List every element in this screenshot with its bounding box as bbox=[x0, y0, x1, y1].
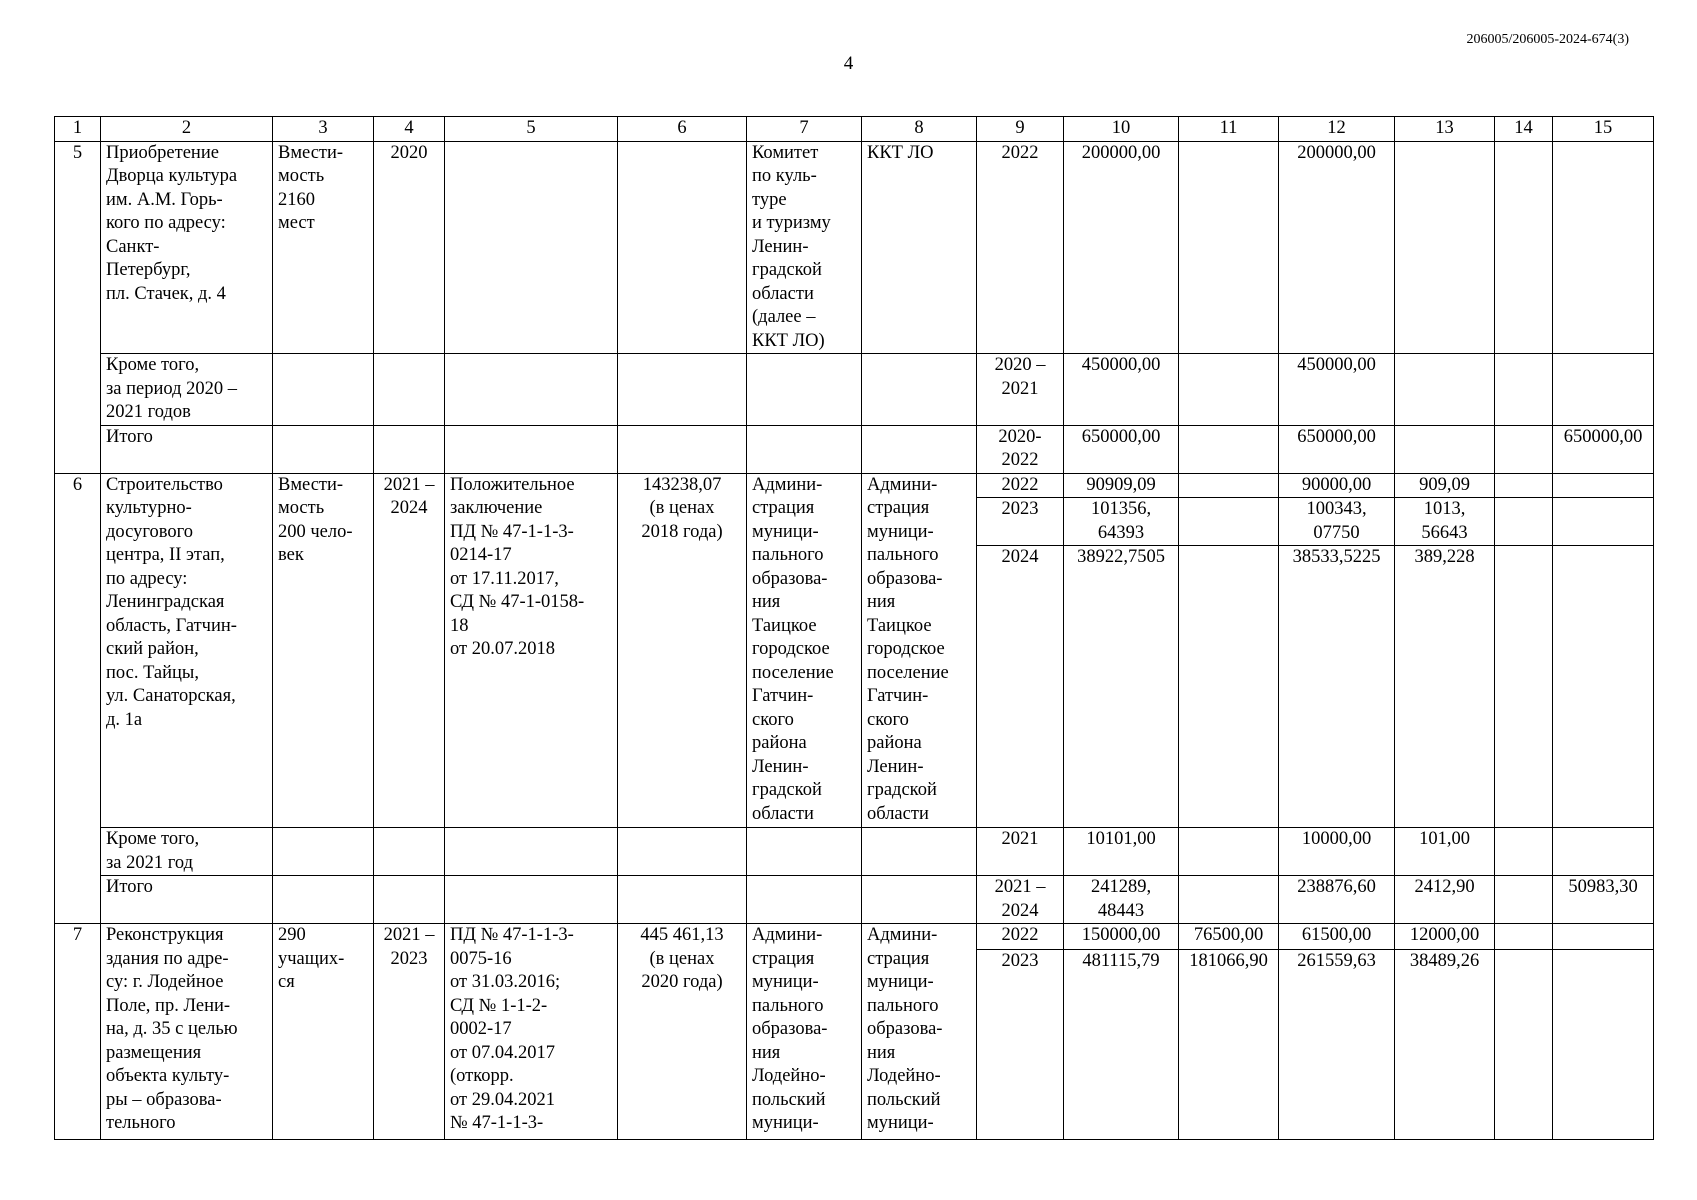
page-number: 4 bbox=[843, 53, 854, 74]
cell-col15: 650000,00 bbox=[1553, 425, 1654, 473]
cell-col11 bbox=[1179, 498, 1279, 546]
cell-col13: 2412,90 bbox=[1395, 876, 1495, 924]
cell-col12: 261559,63 bbox=[1279, 950, 1395, 1140]
construction-years: 2021 – 2024 bbox=[374, 473, 445, 828]
cell-col15: 50983,30 bbox=[1553, 876, 1654, 924]
column-header: 9 bbox=[977, 117, 1064, 142]
column-header: 3 bbox=[273, 117, 374, 142]
customer: Комитет по куль- туре и туризму Ленин- градской области (далее – ККТ ЛО) bbox=[747, 141, 862, 354]
cell-col14 bbox=[1495, 546, 1553, 828]
column-header: 14 bbox=[1495, 117, 1553, 142]
table-row bbox=[55, 354, 1654, 426]
row-number: 6 bbox=[55, 473, 101, 924]
period: 2020 – 2021 bbox=[977, 354, 1064, 426]
developer: Админи- страция муници- пального образова- ния Таицкое городское поселение Гатчин- ского района Ленин- градской области bbox=[862, 473, 977, 828]
column-header: 2 bbox=[101, 117, 273, 142]
period: 2024 bbox=[977, 546, 1064, 828]
cell-col15 bbox=[1553, 924, 1654, 950]
extra-label: Кроме того, за период 2020 – 2021 годов bbox=[101, 354, 273, 426]
expertise: ПД № 47-1-1-3- 0075-16 от 31.03.2016; СД № 1-1-2- 0002-17 от 07.04.2017 (откорр. от 29.04.2021 № 47-1-1-3- bbox=[445, 924, 618, 1140]
cell-col12: 38533,5225 bbox=[1279, 546, 1395, 828]
cell-col10: 101356, 64393 bbox=[1064, 498, 1179, 546]
expertise bbox=[445, 141, 618, 354]
cell-col13: 38489,26 bbox=[1395, 950, 1495, 1140]
cell-col12: 238876,60 bbox=[1279, 876, 1395, 924]
period: 2021 – 2024 bbox=[977, 876, 1064, 924]
cell-col13: 101,00 bbox=[1395, 828, 1495, 876]
table-row bbox=[55, 425, 1654, 473]
cell-col11 bbox=[1179, 141, 1279, 354]
period: 2022 bbox=[977, 473, 1064, 498]
cell-col12: 650000,00 bbox=[1279, 425, 1395, 473]
cell-col14 bbox=[1495, 828, 1553, 876]
estimated-cost: 143238,07 (в ценах 2018 года) bbox=[618, 473, 747, 828]
cell-col15 bbox=[1553, 828, 1654, 876]
cell-col11 bbox=[1179, 828, 1279, 876]
cell-col14 bbox=[1495, 924, 1553, 950]
customer: Админи- страция муници- пального образова- ния Таицкое городское поселение Гатчин- ского района Ленин- градской области bbox=[747, 473, 862, 828]
estimated-cost: 445 461,13 (в ценах 2020 года) bbox=[618, 924, 747, 1140]
cell-col12: 450000,00 bbox=[1279, 354, 1395, 426]
column-header: 15 bbox=[1553, 117, 1654, 142]
period: 2022 bbox=[977, 924, 1064, 950]
object-name: Строительство культурно- досугового центра, II этап, по адресу: Ленинградская область, Гатчин- ский район, пос. Тайцы, ул. Санаторская, д. 1а bbox=[101, 473, 273, 828]
cell-col12: 61500,00 bbox=[1279, 924, 1395, 950]
cell-col11 bbox=[1179, 473, 1279, 498]
cell-col13 bbox=[1395, 425, 1495, 473]
cell-col10: 150000,00 bbox=[1064, 924, 1179, 950]
cell-col11: 181066,90 bbox=[1179, 950, 1279, 1140]
cell-col11 bbox=[1179, 354, 1279, 426]
customer: Админи- страция муници- пального образова- ния Лодейно- польский муници- bbox=[747, 924, 862, 1140]
object-name: Приобретение Дворца культура им. А.М. Горь- кого по адресу: Санкт- Петербург, пл. Стачек, д. 4 bbox=[101, 141, 273, 354]
column-header: 11 bbox=[1179, 117, 1279, 142]
cell-col15 bbox=[1553, 354, 1654, 426]
cell-col14 bbox=[1495, 950, 1553, 1140]
period: 2022 bbox=[977, 141, 1064, 354]
table-row bbox=[55, 141, 1654, 354]
cell-col15 bbox=[1553, 950, 1654, 1140]
row-number: 5 bbox=[55, 141, 101, 473]
cell-col15 bbox=[1553, 546, 1654, 828]
total-label: Итого bbox=[101, 425, 273, 473]
cell-col13: 909,09 bbox=[1395, 473, 1495, 498]
capacity: Вмести- мость 200 чело- век bbox=[273, 473, 374, 828]
table-row bbox=[55, 473, 1654, 498]
document-id: 206005/206005-2024-674(3) bbox=[1466, 32, 1629, 47]
cell-col13: 389,228 bbox=[1395, 546, 1495, 828]
cell-col14 bbox=[1495, 473, 1553, 498]
cell-col11: 76500,00 bbox=[1179, 924, 1279, 950]
estimated-cost bbox=[618, 141, 747, 354]
cell-col10: 10101,00 bbox=[1064, 828, 1179, 876]
period: 2023 bbox=[977, 950, 1064, 1140]
developer: ККТ ЛО bbox=[862, 141, 977, 354]
cell-col10: 650000,00 bbox=[1064, 425, 1179, 473]
row-number: 7 bbox=[55, 924, 101, 1140]
extra-label: Кроме того, за 2021 год bbox=[101, 828, 273, 876]
cell-col10: 450000,00 bbox=[1064, 354, 1179, 426]
column-header: 1 bbox=[55, 117, 101, 142]
cell-col10: 241289, 48443 bbox=[1064, 876, 1179, 924]
column-header: 12 bbox=[1279, 117, 1395, 142]
cell-col15 bbox=[1553, 473, 1654, 498]
cell-col14 bbox=[1495, 141, 1553, 354]
table-row bbox=[55, 876, 1654, 924]
cell-col12: 90000,00 bbox=[1279, 473, 1395, 498]
cell-col14 bbox=[1495, 425, 1553, 473]
cell-col13: 1013, 56643 bbox=[1395, 498, 1495, 546]
cell-col14 bbox=[1495, 876, 1553, 924]
budget-table bbox=[54, 116, 1654, 1140]
column-header: 13 bbox=[1395, 117, 1495, 142]
cell-col10: 90909,09 bbox=[1064, 473, 1179, 498]
cell-col13 bbox=[1395, 354, 1495, 426]
construction-years: 2021 – 2023 bbox=[374, 924, 445, 1140]
column-header: 10 bbox=[1064, 117, 1179, 142]
capacity: Вмести- мость 2160 мест bbox=[273, 141, 374, 354]
cell-col10: 38922,7505 bbox=[1064, 546, 1179, 828]
column-header: 7 bbox=[747, 117, 862, 142]
cell-col14 bbox=[1495, 354, 1553, 426]
cell-col12: 10000,00 bbox=[1279, 828, 1395, 876]
period: 2021 bbox=[977, 828, 1064, 876]
period: 2020- 2022 bbox=[977, 425, 1064, 473]
table-row bbox=[55, 924, 1654, 950]
cell-col12: 100343, 07750 bbox=[1279, 498, 1395, 546]
cell-col11 bbox=[1179, 876, 1279, 924]
cell-col12: 200000,00 bbox=[1279, 141, 1395, 354]
cell-col10: 200000,00 bbox=[1064, 141, 1179, 354]
cell-col14 bbox=[1495, 498, 1553, 546]
total-label: Итого bbox=[101, 876, 273, 924]
expertise: Положительное заключение ПД № 47-1-1-3- 0214-17 от 17.11.2017, СД № 47-1-0158- 18 от 20.07.2018 bbox=[445, 473, 618, 828]
construction-years: 2020 bbox=[374, 141, 445, 354]
object-name: Реконструкция здания по адре- су: г. Лодейное Поле, пр. Лени- на, д. 35 с целью размещения объекта культу- ры – образова- тельного bbox=[101, 924, 273, 1140]
column-header: 5 bbox=[445, 117, 618, 142]
column-header: 6 bbox=[618, 117, 747, 142]
cell-col15 bbox=[1553, 498, 1654, 546]
developer: Админи- страция муници- пального образова- ния Лодейно- польский муници- bbox=[862, 924, 977, 1140]
capacity: 290 учащих- ся bbox=[273, 924, 374, 1140]
period: 2023 bbox=[977, 498, 1064, 546]
cell-col15 bbox=[1553, 141, 1654, 354]
cell-col11 bbox=[1179, 546, 1279, 828]
cell-col10: 481115,79 bbox=[1064, 950, 1179, 1140]
column-header: 8 bbox=[862, 117, 977, 142]
table-row bbox=[55, 828, 1654, 876]
cell-col13 bbox=[1395, 141, 1495, 354]
column-header-row bbox=[55, 117, 1654, 142]
cell-col13: 12000,00 bbox=[1395, 924, 1495, 950]
column-header: 4 bbox=[374, 117, 445, 142]
cell-col11 bbox=[1179, 425, 1279, 473]
